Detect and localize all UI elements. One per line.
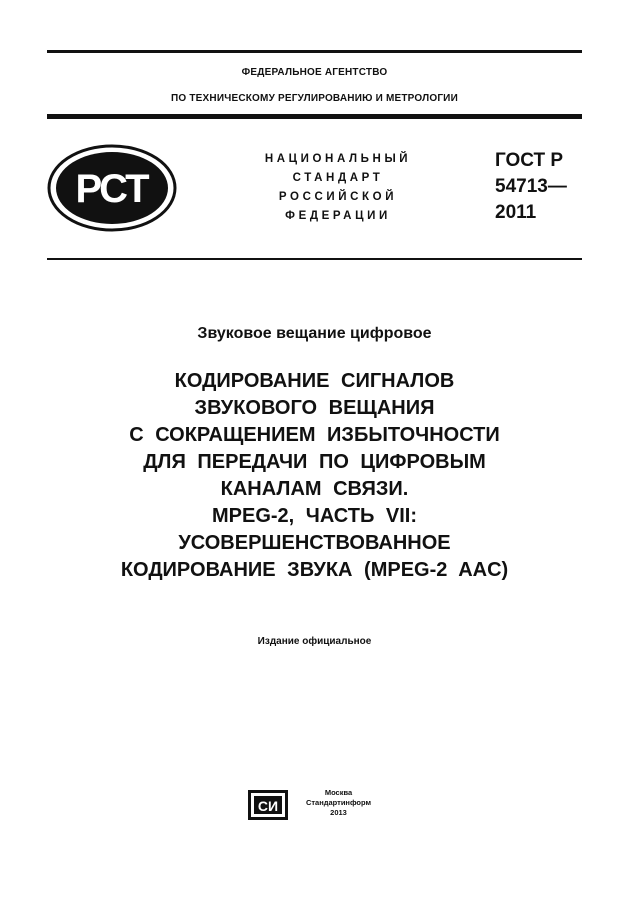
rst-logo-text: PCT	[75, 167, 147, 211]
title-line-3: С СОКРАЩЕНИЕМ ИЗБЫТОЧНОСТИ	[129, 424, 500, 446]
agency-line-1: ФЕДЕРАЛЬНОЕ АГЕНТСТВО	[241, 67, 388, 78]
publisher-name: Стандартинформ	[305, 798, 372, 807]
document-subtitle: Звуковое вещание цифровое	[197, 325, 432, 342]
edition-note: Издание официальное	[257, 636, 372, 647]
title-line-8: КОДИРОВАНИЕ ЗВУКА (MPEG-2 AAC)	[120, 559, 509, 581]
title-line-6: MPEG-2, ЧАСТЬ VII:	[212, 505, 417, 527]
designation-line-2: 54713—	[495, 176, 567, 197]
national-standard-line-3: РОССИЙСКОЙ	[278, 191, 398, 203]
title-line-2: ЗВУКОВОГО ВЕЩАНИЯ	[194, 397, 435, 419]
header-rule	[47, 258, 582, 260]
agency-line-2: ПО ТЕХНИЧЕСКОМУ РЕГУЛИРОВАНИЮ И МЕТРОЛОГИИ	[171, 93, 458, 104]
national-standard-label	[248, 150, 428, 226]
title-line-7: УСОВЕРШЕНСТВОВАННОЕ	[178, 532, 451, 554]
national-standard-line-2: СТАНДАРТ	[292, 172, 384, 184]
publisher-info	[296, 788, 381, 818]
document-title	[47, 368, 582, 584]
title-line-1: КОДИРОВАНИЕ СИГНАЛОВ	[174, 370, 455, 392]
publisher-city: Москва	[324, 788, 353, 797]
designation-line-3: 2011	[495, 202, 537, 223]
national-standard-line-1: НАЦИОНАЛЬНЫЙ	[264, 153, 412, 165]
rst-logo	[47, 144, 177, 237]
designation-line-1: ГОСТ Р	[495, 150, 564, 171]
standard-designation	[495, 148, 567, 226]
title-line-4: ДЛЯ ПЕРЕДАЧИ ПО ЦИФРОВЫМ	[143, 451, 486, 473]
national-standard-line-4: ФЕДЕРАЦИИ	[285, 210, 391, 222]
publisher-logo-text: СИ	[257, 798, 279, 814]
publication-year: 2013	[330, 808, 347, 817]
publisher-logo	[248, 790, 288, 825]
agency-rule	[47, 114, 582, 119]
top-rule	[47, 50, 582, 53]
title-line-5: КАНАЛАМ СВЯЗИ.	[220, 478, 409, 500]
